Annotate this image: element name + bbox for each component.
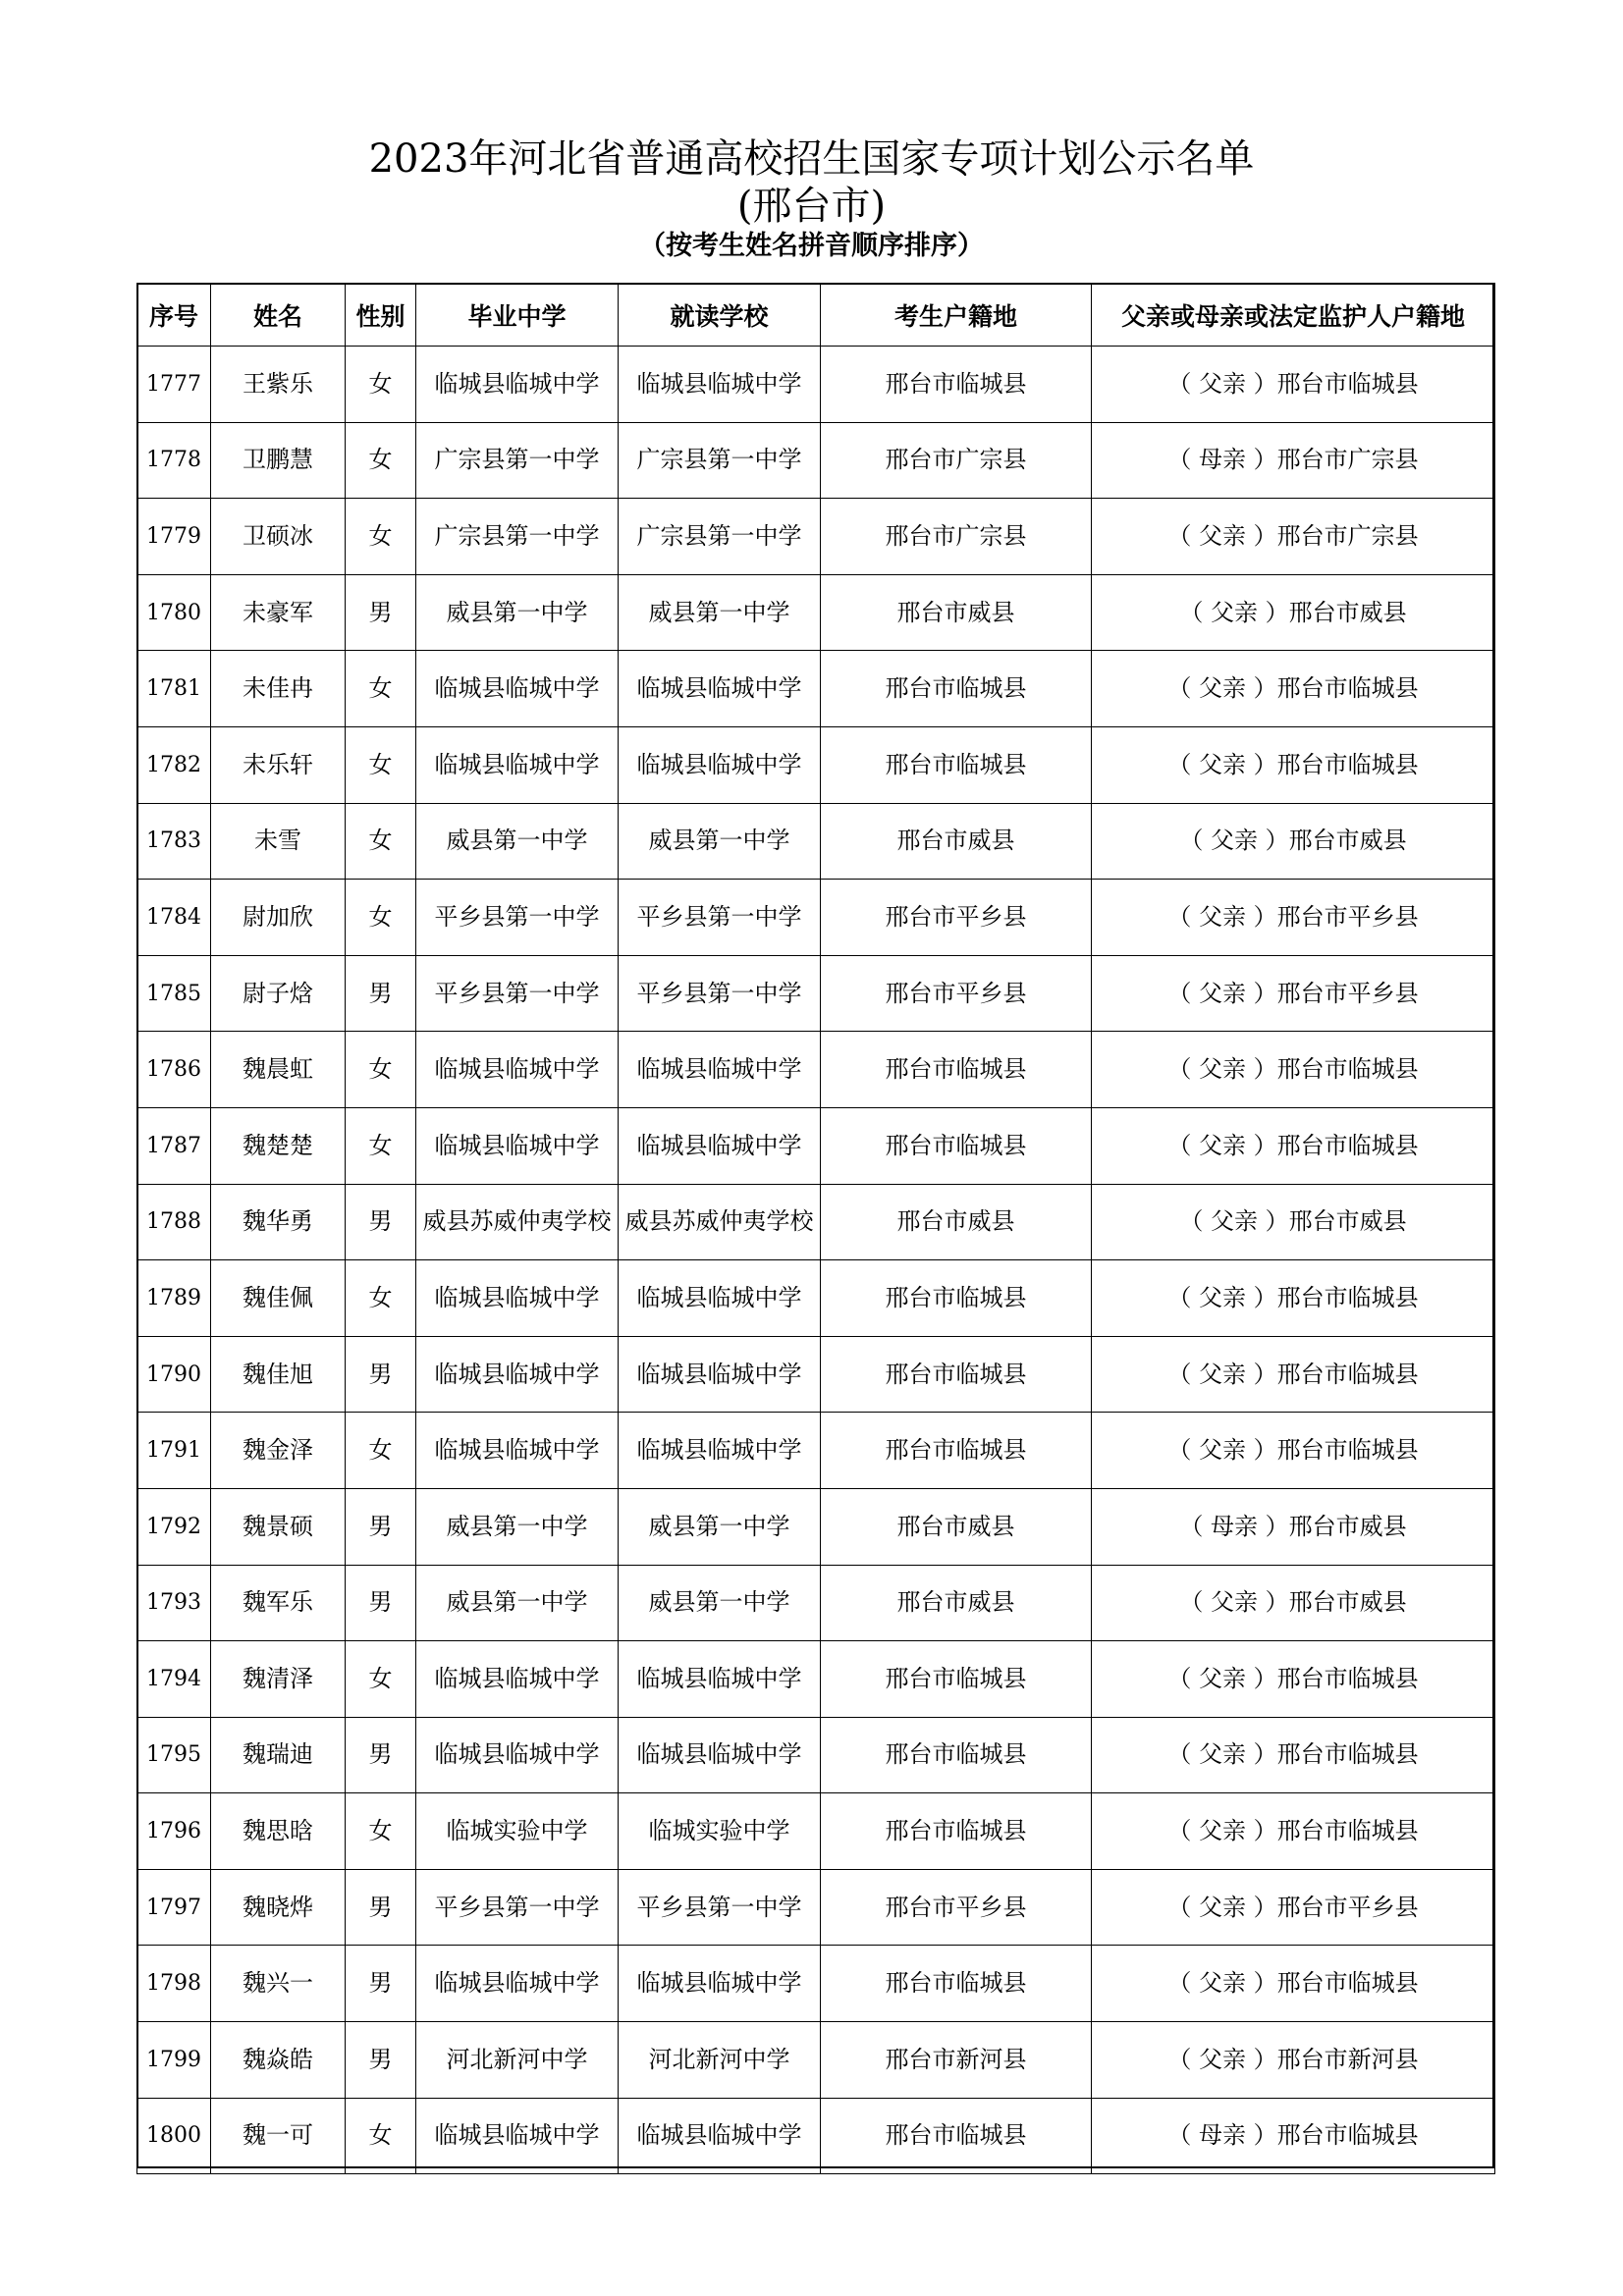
cell-name: 未佳冉 — [211, 651, 346, 727]
cell-grad-school: 威县苏威仲夷学校 — [416, 1184, 619, 1260]
cell-name: 魏华勇 — [211, 1184, 346, 1260]
cell-name: 魏晓烨 — [211, 1869, 346, 1946]
cell-guardian-hukou: （ 母亲 ）邢台市临城县 — [1092, 2098, 1495, 2174]
cell-guardian-hukou: （ 父亲 ）邢台市平乡县 — [1092, 1869, 1495, 1946]
table-row — [137, 803, 1495, 880]
cell-name: 未雪 — [211, 803, 346, 880]
cell-hukou: 邢台市临城县 — [821, 1793, 1092, 1870]
cell-hukou: 邢台市新河县 — [821, 2022, 1092, 2099]
cell-hukou: 邢台市广宗县 — [821, 422, 1092, 499]
cell-current-school: 临城县临城中学 — [619, 726, 821, 803]
cell-current-school: 临城县临城中学 — [619, 1032, 821, 1108]
cell-name: 魏思晗 — [211, 1793, 346, 1870]
cell-current-school: 临城县临城中学 — [619, 1107, 821, 1184]
cell-grad-school: 临城县临城中学 — [416, 1032, 619, 1108]
cell-hukou: 邢台市平乡县 — [821, 1869, 1092, 1946]
cell-hukou: 邢台市平乡县 — [821, 880, 1092, 956]
cell-no: 1782 — [137, 726, 211, 803]
header-hukou: 考生户籍地 — [821, 284, 1092, 347]
cell-grad-school: 临城县临城中学 — [416, 1717, 619, 1793]
cell-guardian-hukou: （ 父亲 ）邢台市临城县 — [1092, 651, 1495, 727]
cell-gender: 女 — [346, 499, 416, 575]
cell-hukou: 邢台市临城县 — [821, 1413, 1092, 1489]
cell-hukou: 邢台市广宗县 — [821, 499, 1092, 575]
cell-guardian-hukou: （ 父亲 ）邢台市平乡县 — [1092, 880, 1495, 956]
cell-gender: 女 — [346, 1107, 416, 1184]
cell-name: 王紫乐 — [211, 347, 346, 423]
cell-grad-school: 威县第一中学 — [416, 1565, 619, 1641]
header-guardian-hukou: 父亲或母亲或法定监护人户籍地 — [1092, 284, 1495, 347]
header-gender: 性别 — [346, 284, 416, 347]
table-row — [137, 1488, 1495, 1565]
cell-gender: 女 — [346, 1032, 416, 1108]
cell-grad-school: 平乡县第一中学 — [416, 955, 619, 1032]
cell-current-school: 临城县临城中学 — [619, 1413, 821, 1489]
cell-hukou: 邢台市威县 — [821, 1184, 1092, 1260]
cell-name: 魏一可 — [211, 2098, 346, 2174]
cell-no: 1792 — [137, 1488, 211, 1565]
cell-current-school: 临城县临城中学 — [619, 651, 821, 727]
cell-hukou: 邢台市临城县 — [821, 1946, 1092, 2022]
table-row — [137, 955, 1495, 1032]
cell-hukou: 邢台市平乡县 — [821, 955, 1092, 1032]
table-row — [137, 1032, 1495, 1108]
cell-current-school: 广宗县第一中学 — [619, 422, 821, 499]
cell-grad-school: 临城实验中学 — [416, 1793, 619, 1870]
sort-note: （按考生姓名拼音顺序排序） — [639, 231, 984, 261]
cell-grad-school: 广宗县第一中学 — [416, 422, 619, 499]
table-row — [137, 499, 1495, 575]
table-row — [137, 1336, 1495, 1413]
cell-current-school: 威县第一中学 — [619, 574, 821, 651]
cell-no: 1793 — [137, 1565, 211, 1641]
cell-name: 尉子焓 — [211, 955, 346, 1032]
cell-no: 1784 — [137, 880, 211, 956]
cell-current-school: 威县苏威仲夷学校 — [619, 1184, 821, 1260]
cell-current-school: 临城县临城中学 — [619, 1336, 821, 1413]
cell-gender: 男 — [346, 1488, 416, 1565]
cell-name: 魏瑞迪 — [211, 1717, 346, 1793]
cell-hukou: 邢台市临城县 — [821, 1336, 1092, 1413]
cell-current-school: 临城县临城中学 — [619, 1260, 821, 1337]
table-row — [137, 1107, 1495, 1184]
cell-grad-school: 威县第一中学 — [416, 1488, 619, 1565]
cell-no: 1800 — [137, 2098, 211, 2174]
cell-name: 魏佳旭 — [211, 1336, 346, 1413]
cell-name: 魏军乐 — [211, 1565, 346, 1641]
cell-no: 1786 — [137, 1032, 211, 1108]
cell-hukou: 邢台市临城县 — [821, 1717, 1092, 1793]
cell-current-school: 平乡县第一中学 — [619, 1869, 821, 1946]
cell-current-school: 平乡县第一中学 — [619, 880, 821, 956]
table-row — [137, 1946, 1495, 2022]
table-header-row — [137, 284, 1495, 347]
cell-name: 卫鹏慧 — [211, 422, 346, 499]
cell-hukou: 邢台市临城县 — [821, 347, 1092, 423]
header-current-school: 就读学校 — [619, 284, 821, 347]
cell-gender: 男 — [346, 574, 416, 651]
cell-guardian-hukou: （ 父亲 ）邢台市威县 — [1092, 803, 1495, 880]
cell-gender: 女 — [346, 726, 416, 803]
cell-grad-school: 临城县临城中学 — [416, 1336, 619, 1413]
document-subtitle: (邢台市) — [736, 184, 887, 229]
cell-guardian-hukou: （ 父亲 ）邢台市临城县 — [1092, 1107, 1495, 1184]
cell-no: 1787 — [137, 1107, 211, 1184]
cell-guardian-hukou: （ 父亲 ）邢台市临城县 — [1092, 1793, 1495, 1870]
cell-guardian-hukou: （ 父亲 ）邢台市平乡县 — [1092, 955, 1495, 1032]
cell-grad-school: 临城县临城中学 — [416, 1107, 619, 1184]
cell-current-school: 临城县临城中学 — [619, 1641, 821, 1718]
cell-gender: 女 — [346, 1260, 416, 1337]
cell-guardian-hukou: （ 父亲 ）邢台市临城县 — [1092, 1413, 1495, 1489]
cell-guardian-hukou: （ 父亲 ）邢台市威县 — [1092, 1565, 1495, 1641]
cell-current-school: 临城县临城中学 — [619, 347, 821, 423]
cell-guardian-hukou: （ 父亲 ）邢台市新河县 — [1092, 2022, 1495, 2099]
cell-no: 1781 — [137, 651, 211, 727]
cell-gender: 女 — [346, 1641, 416, 1718]
table-row — [137, 1565, 1495, 1641]
cell-gender: 男 — [346, 2022, 416, 2099]
cell-grad-school: 河北新河中学 — [416, 2022, 619, 2099]
cell-current-school: 威县第一中学 — [619, 803, 821, 880]
cell-name: 卫硕冰 — [211, 499, 346, 575]
cell-gender: 女 — [346, 880, 416, 956]
cell-current-school: 临城县临城中学 — [619, 1717, 821, 1793]
cell-no: 1790 — [137, 1336, 211, 1413]
cell-gender: 男 — [346, 955, 416, 1032]
cell-guardian-hukou: （ 父亲 ）邢台市临城县 — [1092, 1641, 1495, 1718]
cell-name: 魏佳佩 — [211, 1260, 346, 1337]
cell-name: 魏晨虹 — [211, 1032, 346, 1108]
cell-gender: 男 — [346, 1946, 416, 2022]
cell-guardian-hukou: （ 父亲 ）邢台市临城县 — [1092, 347, 1495, 423]
cell-hukou: 邢台市威县 — [821, 574, 1092, 651]
cell-name: 魏金泽 — [211, 1413, 346, 1489]
table-row — [137, 2098, 1495, 2174]
cell-current-school: 威县第一中学 — [619, 1565, 821, 1641]
cell-gender: 男 — [346, 1869, 416, 1946]
cell-name: 魏景硕 — [211, 1488, 346, 1565]
cell-guardian-hukou: （ 父亲 ）邢台市临城县 — [1092, 1260, 1495, 1337]
cell-hukou: 邢台市威县 — [821, 803, 1092, 880]
cell-current-school: 临城县临城中学 — [619, 2098, 821, 2174]
cell-hukou: 邢台市临城县 — [821, 1641, 1092, 1718]
cell-guardian-hukou: （ 父亲 ）邢台市广宗县 — [1092, 499, 1495, 575]
document-title: 2023年河北省普通高校招生国家专项计划公示名单 — [368, 136, 1255, 182]
cell-grad-school: 平乡县第一中学 — [416, 880, 619, 956]
cell-gender: 男 — [346, 1184, 416, 1260]
table-row — [137, 880, 1495, 956]
cell-gender: 女 — [346, 422, 416, 499]
cell-no: 1785 — [137, 955, 211, 1032]
cell-guardian-hukou: （ 父亲 ）邢台市威县 — [1092, 574, 1495, 651]
cell-guardian-hukou: （ 父亲 ）邢台市临城县 — [1092, 1946, 1495, 2022]
cell-gender: 男 — [346, 1717, 416, 1793]
cell-no: 1777 — [137, 347, 211, 423]
cell-hukou: 邢台市临城县 — [821, 1107, 1092, 1184]
cell-guardian-hukou: （ 母亲 ）邢台市广宗县 — [1092, 422, 1495, 499]
cell-no: 1791 — [137, 1413, 211, 1489]
header-name: 姓名 — [211, 284, 346, 347]
cell-hukou: 邢台市临城县 — [821, 2098, 1092, 2174]
header-grad-school: 毕业中学 — [416, 284, 619, 347]
cell-hukou: 邢台市威县 — [821, 1565, 1092, 1641]
cell-grad-school: 临城县临城中学 — [416, 1260, 619, 1337]
cell-gender: 男 — [346, 1336, 416, 1413]
cell-current-school: 临城县临城中学 — [619, 1946, 821, 2022]
table-row — [137, 1717, 1495, 1793]
cell-hukou: 邢台市临城县 — [821, 1032, 1092, 1108]
cell-grad-school: 临城县临城中学 — [416, 1641, 619, 1718]
cell-no: 1780 — [137, 574, 211, 651]
cell-guardian-hukou: （ 父亲 ）邢台市临城县 — [1092, 1717, 1495, 1793]
cell-hukou: 邢台市临城县 — [821, 1260, 1092, 1337]
cell-guardian-hukou: （ 母亲 ）邢台市威县 — [1092, 1488, 1495, 1565]
table-row — [137, 726, 1495, 803]
table-row — [137, 1184, 1495, 1260]
cell-name: 魏焱皓 — [211, 2022, 346, 2099]
cell-guardian-hukou: （ 父亲 ）邢台市临城县 — [1092, 1336, 1495, 1413]
table-row — [137, 1793, 1495, 1870]
cell-no: 1778 — [137, 422, 211, 499]
cell-no: 1798 — [137, 1946, 211, 2022]
cell-no: 1795 — [137, 1717, 211, 1793]
table-row — [137, 422, 1495, 499]
cell-name: 魏兴一 — [211, 1946, 346, 2022]
cell-no: 1788 — [137, 1184, 211, 1260]
cell-gender: 男 — [346, 1565, 416, 1641]
cell-name: 魏清泽 — [211, 1641, 346, 1718]
cell-grad-school: 平乡县第一中学 — [416, 1869, 619, 1946]
table-row — [137, 1260, 1495, 1337]
cell-grad-school: 威县第一中学 — [416, 803, 619, 880]
cell-current-school: 临城实验中学 — [619, 1793, 821, 1870]
cell-name: 未豪军 — [211, 574, 346, 651]
roster-table — [136, 283, 1495, 2174]
cell-grad-school: 威县第一中学 — [416, 574, 619, 651]
cell-no: 1797 — [137, 1869, 211, 1946]
cell-guardian-hukou: （ 父亲 ）邢台市临城县 — [1092, 726, 1495, 803]
cell-gender: 女 — [346, 1413, 416, 1489]
cell-current-school: 广宗县第一中学 — [619, 499, 821, 575]
cell-current-school: 威县第一中学 — [619, 1488, 821, 1565]
cell-name: 魏楚楚 — [211, 1107, 346, 1184]
table-row — [137, 651, 1495, 727]
cell-no: 1779 — [137, 499, 211, 575]
cell-gender: 女 — [346, 2098, 416, 2174]
cell-grad-school: 广宗县第一中学 — [416, 499, 619, 575]
cell-grad-school: 临城县临城中学 — [416, 1413, 619, 1489]
cell-hukou: 邢台市临城县 — [821, 726, 1092, 803]
cell-gender: 女 — [346, 347, 416, 423]
cell-name: 尉加欣 — [211, 880, 346, 956]
cell-grad-school: 临城县临城中学 — [416, 726, 619, 803]
cell-grad-school: 临城县临城中学 — [416, 2098, 619, 2174]
table-row — [137, 347, 1495, 423]
cell-current-school: 平乡县第一中学 — [619, 955, 821, 1032]
cell-no: 1789 — [137, 1260, 211, 1337]
cell-gender: 女 — [346, 651, 416, 727]
cell-grad-school: 临城县临城中学 — [416, 347, 619, 423]
table-row — [137, 2022, 1495, 2099]
cell-current-school: 河北新河中学 — [619, 2022, 821, 2099]
cell-no: 1794 — [137, 1641, 211, 1718]
table-row — [137, 1641, 1495, 1718]
header-no: 序号 — [137, 284, 211, 347]
cell-gender: 女 — [346, 803, 416, 880]
cell-grad-school: 临城县临城中学 — [416, 651, 619, 727]
cell-no: 1796 — [137, 1793, 211, 1870]
cell-gender: 女 — [346, 1793, 416, 1870]
cell-name: 未乐轩 — [211, 726, 346, 803]
cell-no: 1783 — [137, 803, 211, 880]
cell-hukou: 邢台市威县 — [821, 1488, 1092, 1565]
table-row — [137, 1413, 1495, 1489]
cell-guardian-hukou: （ 父亲 ）邢台市临城县 — [1092, 1032, 1495, 1108]
cell-grad-school: 临城县临城中学 — [416, 1946, 619, 2022]
table-row — [137, 1869, 1495, 1946]
cell-hukou: 邢台市临城县 — [821, 651, 1092, 727]
table-row — [137, 574, 1495, 651]
cell-guardian-hukou: （ 父亲 ）邢台市威县 — [1092, 1184, 1495, 1260]
cell-no: 1799 — [137, 2022, 211, 2099]
